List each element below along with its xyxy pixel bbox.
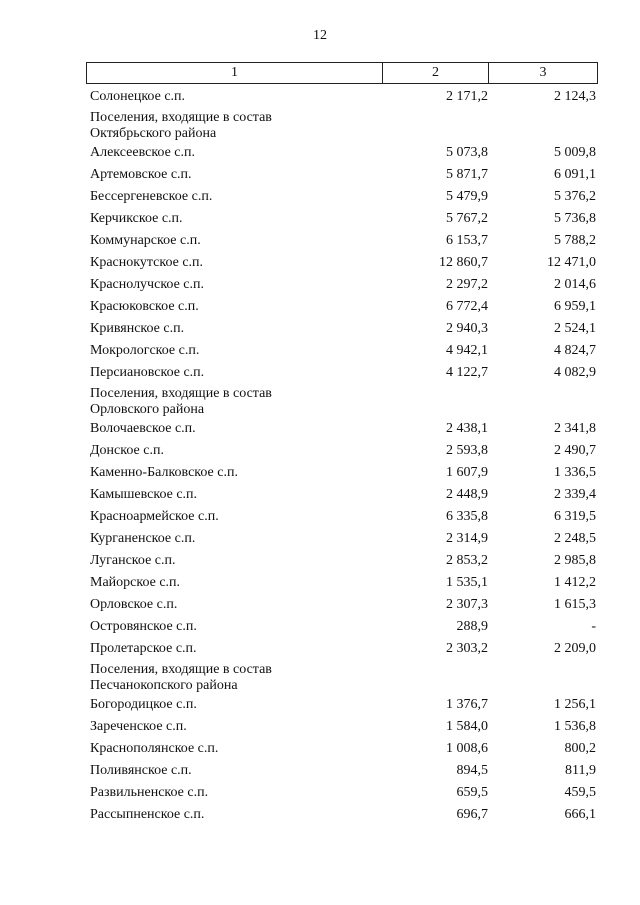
table-row <box>86 616 598 638</box>
value-column-2: 2 314,9 <box>446 531 488 546</box>
value-column-3: 800,2 <box>564 741 596 756</box>
settlement-name: Курганенское с.п. <box>90 531 196 546</box>
table-header-row <box>86 62 598 84</box>
value-column-3: 4 824,7 <box>554 343 596 358</box>
settlement-name: Богородицкое с.п. <box>90 697 197 712</box>
settlement-name: Орловское с.п. <box>90 597 178 612</box>
value-column-2: 894,5 <box>456 763 488 778</box>
settlement-name: Кривянское с.п. <box>90 321 185 336</box>
value-column-3: 4 082,9 <box>554 365 596 380</box>
section-title <box>86 386 382 418</box>
table-row <box>86 142 598 164</box>
settlement-name: Островянское с.п. <box>90 619 197 634</box>
value-column-2: 1 584,0 <box>446 719 488 734</box>
value-column-3: 2 524,1 <box>554 321 596 336</box>
value-column-2: 659,5 <box>456 785 488 800</box>
value-column-2: 696,7 <box>456 807 488 822</box>
value-column-3: 2 341,8 <box>554 421 596 436</box>
column-header-1: 1 <box>87 63 383 83</box>
value-column-2: 2 171,2 <box>446 89 488 104</box>
settlements-table <box>86 62 598 826</box>
value-column-3: 2 248,5 <box>554 531 596 546</box>
section-title-line-1: Поселения, входящие в состав <box>90 110 272 125</box>
table-section-row <box>86 384 598 418</box>
table-row <box>86 528 598 550</box>
section-title <box>86 662 382 694</box>
value-column-3: 1 615,3 <box>554 597 596 612</box>
table-row <box>86 484 598 506</box>
table-row <box>86 716 598 738</box>
value-column-2: 12 860,7 <box>439 255 488 270</box>
table-row <box>86 506 598 528</box>
table-row <box>86 296 598 318</box>
settlement-name: Персиановское с.п. <box>90 365 205 380</box>
table-section-row <box>86 108 598 142</box>
value-column-3: 5 376,2 <box>554 189 596 204</box>
settlement-name: Алексеевское с.п. <box>90 145 195 160</box>
value-column-3: 2 014,6 <box>554 277 596 292</box>
settlement-name: Донское с.п. <box>90 443 164 458</box>
settlement-name: Краснолучское с.п. <box>90 277 204 292</box>
value-column-3: 2 339,4 <box>554 487 596 502</box>
value-column-2: 5 871,7 <box>446 167 488 182</box>
table-row <box>86 362 598 384</box>
settlement-name: Красюковское с.п. <box>90 299 199 314</box>
table-row <box>86 462 598 484</box>
table-row <box>86 164 598 186</box>
table-row <box>86 638 598 660</box>
table-row <box>86 782 598 804</box>
value-column-3: 6 959,1 <box>554 299 596 314</box>
settlement-name: Развильненское с.п. <box>90 785 209 800</box>
section-title <box>86 110 382 142</box>
value-column-3: 5 009,8 <box>554 145 596 160</box>
settlement-name: Керчикское с.п. <box>90 211 183 226</box>
table-row <box>86 318 598 340</box>
section-title-line-2: Орловского района <box>90 402 205 417</box>
value-column-2: 2 940,3 <box>446 321 488 336</box>
table-row <box>86 594 598 616</box>
value-column-3: 1 536,8 <box>554 719 596 734</box>
value-column-3: 2 985,8 <box>554 553 596 568</box>
value-column-3: 459,5 <box>564 785 596 800</box>
value-column-2: 1 535,1 <box>446 575 488 590</box>
table-row <box>86 418 598 440</box>
settlement-name: Камышевское с.п. <box>90 487 198 502</box>
value-column-3: 666,1 <box>564 807 596 822</box>
value-column-2: 1 607,9 <box>446 465 488 480</box>
table-row <box>86 274 598 296</box>
settlement-name: Рассыпненское с.п. <box>90 807 205 822</box>
value-column-2: 2 303,2 <box>446 641 488 656</box>
settlement-name: Мокрологское с.п. <box>90 343 200 358</box>
value-column-2: 2 438,1 <box>446 421 488 436</box>
settlement-name: Солонецкое с.п. <box>90 89 186 104</box>
section-title-line-2: Октябрьского района <box>90 126 217 141</box>
table-row <box>86 550 598 572</box>
value-column-2: 2 307,3 <box>446 597 488 612</box>
settlement-name: Луганское с.п. <box>90 553 176 568</box>
value-column-3: 1 256,1 <box>554 697 596 712</box>
section-title-line-2: Песчанокопского района <box>90 678 238 693</box>
value-column-3: 5 788,2 <box>554 233 596 248</box>
value-column-3: 6 091,1 <box>554 167 596 182</box>
page-number: 12 <box>313 28 327 43</box>
value-column-3: 2 124,3 <box>554 89 596 104</box>
value-column-2: 288,9 <box>456 619 488 634</box>
value-column-3: 811,9 <box>565 763 596 778</box>
value-column-3: 1 336,5 <box>554 465 596 480</box>
value-column-2: 5 767,2 <box>446 211 488 226</box>
column-header-3: 3 <box>539 65 547 80</box>
column-header-2: 2 <box>383 63 489 83</box>
settlement-name: Артемовское с.п. <box>90 167 192 182</box>
settlement-name: Бессергеневское с.п. <box>90 189 213 204</box>
table-row <box>86 186 598 208</box>
value-column-3: 1 412,2 <box>554 575 596 590</box>
table-row <box>86 340 598 362</box>
value-column-2: 2 297,2 <box>446 277 488 292</box>
value-column-2: 6 153,7 <box>446 233 488 248</box>
settlement-name: Волочаевское с.п. <box>90 421 196 436</box>
value-column-2: 1 376,7 <box>446 697 488 712</box>
table-row <box>86 208 598 230</box>
table-row <box>86 738 598 760</box>
section-title-line-1: Поселения, входящие в состав <box>90 662 272 677</box>
table-section-row <box>86 660 598 694</box>
value-column-2: 2 853,2 <box>446 553 488 568</box>
value-column-2: 4 122,7 <box>446 365 488 380</box>
value-column-3: 2 490,7 <box>554 443 596 458</box>
value-column-3: 5 736,8 <box>554 211 596 226</box>
settlement-name: Зареченское с.п. <box>90 719 187 734</box>
table-body <box>86 86 598 826</box>
settlement-name: Майорское с.п. <box>90 575 181 590</box>
value-column-3: - <box>591 619 596 634</box>
table-row <box>86 760 598 782</box>
value-column-2: 6 772,4 <box>446 299 488 314</box>
value-column-2: 6 335,8 <box>446 509 488 524</box>
value-column-3: 12 471,0 <box>547 255 596 270</box>
settlement-name: Краснополянское с.п. <box>90 741 219 756</box>
table-row <box>86 572 598 594</box>
settlement-name: Коммунарское с.п. <box>90 233 201 248</box>
table-row <box>86 440 598 462</box>
value-column-3: 2 209,0 <box>554 641 596 656</box>
settlement-name: Красноармейское с.п. <box>90 509 219 524</box>
table-row <box>86 230 598 252</box>
value-column-2: 4 942,1 <box>446 343 488 358</box>
settlement-name: Каменно-Балковское с.п. <box>90 465 238 480</box>
table-row <box>86 252 598 274</box>
value-column-2: 5 479,9 <box>446 189 488 204</box>
value-column-2: 2 448,9 <box>446 487 488 502</box>
settlement-name: Поливянское с.п. <box>90 763 192 778</box>
section-title-line-1: Поселения, входящие в состав <box>90 386 272 401</box>
settlement-name: Пролетарское с.п. <box>90 641 197 656</box>
settlement-name: Краснокутское с.п. <box>90 255 204 270</box>
table-row <box>86 694 598 716</box>
value-column-2: 5 073,8 <box>446 145 488 160</box>
value-column-2: 2 593,8 <box>446 443 488 458</box>
value-column-3: 6 319,5 <box>554 509 596 524</box>
value-column-2: 1 008,6 <box>446 741 488 756</box>
table-row <box>86 86 598 108</box>
table-row <box>86 804 598 826</box>
